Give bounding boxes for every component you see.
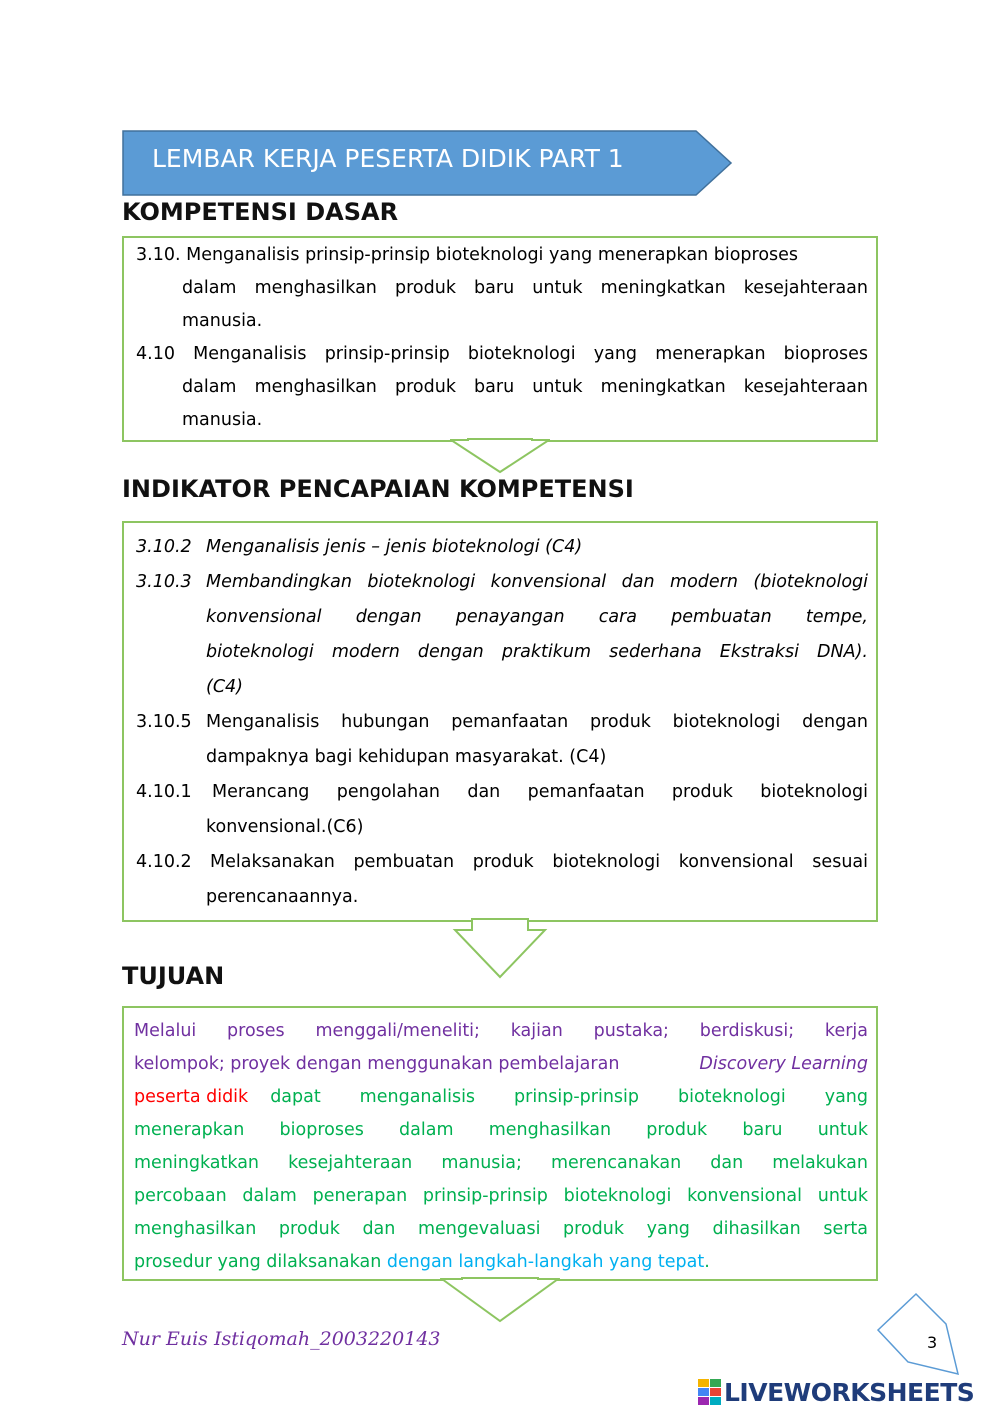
ipk-item-3-10-2-line-1: Menganalisis jenis – jenis bioteknologi (C4) <box>206 537 583 557</box>
ipk-num-4-10-1: 4.10.1 <box>136 782 192 802</box>
tujuan-line-8: prosedur yang dilaksanakan dengan langkah-langkah yang tepat. <box>134 1252 710 1272</box>
ipk-item-3-10-3-line-4: (C4) <box>206 677 244 697</box>
tujuan-line-2: kelompok; proyek dengan menggunakan pembelajaran Discovery Learning <box>134 1054 868 1074</box>
heading-tujuan: TUJUAN <box>122 962 225 990</box>
kd-box <box>122 236 878 442</box>
liveworksheets-logo[interactable] <box>698 1378 993 1408</box>
kd-item-1-line-3: manusia. <box>182 311 263 331</box>
ipk-num-3-10-3: 3.10.3 <box>136 572 192 592</box>
ipk-num-3-10-5: 3.10.5 <box>136 712 192 732</box>
ipk-item-4-10-2-line-1: Melaksanakan pembuatan produk bioteknologi konvensional sesuai <box>210 852 868 872</box>
down-arrow-icon <box>450 438 550 474</box>
ipk-item-3-10-5-line-2: dampaknya bagi kehidupan masyarakat. (C4) <box>206 747 607 767</box>
ipk-item-4-10-1-line-1: Merancang pengolahan dan pemanfaatan produk bioteknologi <box>212 782 868 802</box>
ipk-item-3-10-3-line-1: Membandingkan bioteknologi konvensional dan modern (bioteknologi <box>206 572 868 592</box>
liveworksheets-logo-icon <box>698 1379 722 1407</box>
tujuan-line-4: menerapkan bioproses dalam menghasilkan produk baru untuk <box>134 1120 868 1140</box>
author-name: Nur Euis Istiqomah_2003220143 <box>122 1328 441 1350</box>
ipk-item-3-10-5-line-1: Menganalisis hubungan pemanfaatan produk bioteknologi dengan <box>206 712 868 732</box>
tujuan-line-6: percobaan dalam penerapan prinsip-prinsip bioteknologi konvensional untuk <box>134 1186 868 1206</box>
down-arrow-icon <box>440 1277 560 1323</box>
tujuan-line-1: Melalui proses menggali/meneliti; kajian pustaka; berdiskusi; kerja <box>134 1021 868 1041</box>
ipk-num-3-10-2: 3.10.2 <box>136 537 192 557</box>
ipk-num-4-10-2: 4.10.2 <box>136 852 192 872</box>
down-arrow-icon <box>452 918 548 980</box>
heading-kompetensi-dasar: KOMPETENSI DASAR <box>122 198 399 226</box>
kd-item-1-line-1: 3.10. Menganalisis prinsip-prinsip bioteknologi yang menerapkan bioproses <box>136 245 799 265</box>
tujuan-box <box>122 1006 878 1281</box>
title-banner <box>122 130 732 196</box>
heading-indikator: INDIKATOR PENCAPAIAN KOMPETENSI <box>122 475 634 503</box>
kd-item-1-line-2: dalam menghasilkan produk baru untuk meningkatkan kesejahteraan <box>182 278 868 298</box>
kd-item-2-line-3: manusia. <box>182 410 263 430</box>
ipk-box <box>122 521 878 922</box>
ipk-item-4-10-1-line-2: konvensional.(C6) <box>206 817 364 837</box>
tujuan-line-3: peserta didik dapat menganalisis prinsip-prinsip bioteknologi yang <box>134 1087 868 1107</box>
liveworksheets-logo-text: LIVEWORKSHEETS <box>724 1378 975 1407</box>
kd-item-2-line-2: dalam menghasilkan produk baru untuk meningkatkan kesejahteraan <box>182 377 868 397</box>
banner-title: LEMBAR KERJA PESERTA DIDIK PART 1 <box>152 144 624 173</box>
tujuan-line-7: menghasilkan produk dan mengevaluasi produk yang dihasilkan serta <box>134 1219 868 1239</box>
ipk-item-4-10-2-line-2: perencanaannya. <box>206 887 359 907</box>
ipk-item-3-10-3-line-3: bioteknologi modern dengan praktikum sederhana Ekstraksi DNA). <box>206 642 868 662</box>
kd-item-2-line-1: 4.10 Menganalisis prinsip-prinsip bioteknologi yang menerapkan bioproses <box>136 344 868 364</box>
tujuan-line-5: meningkatkan kesejahteraan manusia; merencanakan dan melakukan <box>134 1153 868 1173</box>
ipk-item-3-10-3-line-2: konvensional dengan penayangan cara pembuatan tempe, <box>206 607 868 627</box>
page-number-shape <box>876 1292 966 1382</box>
page-number: 3 <box>927 1333 938 1352</box>
